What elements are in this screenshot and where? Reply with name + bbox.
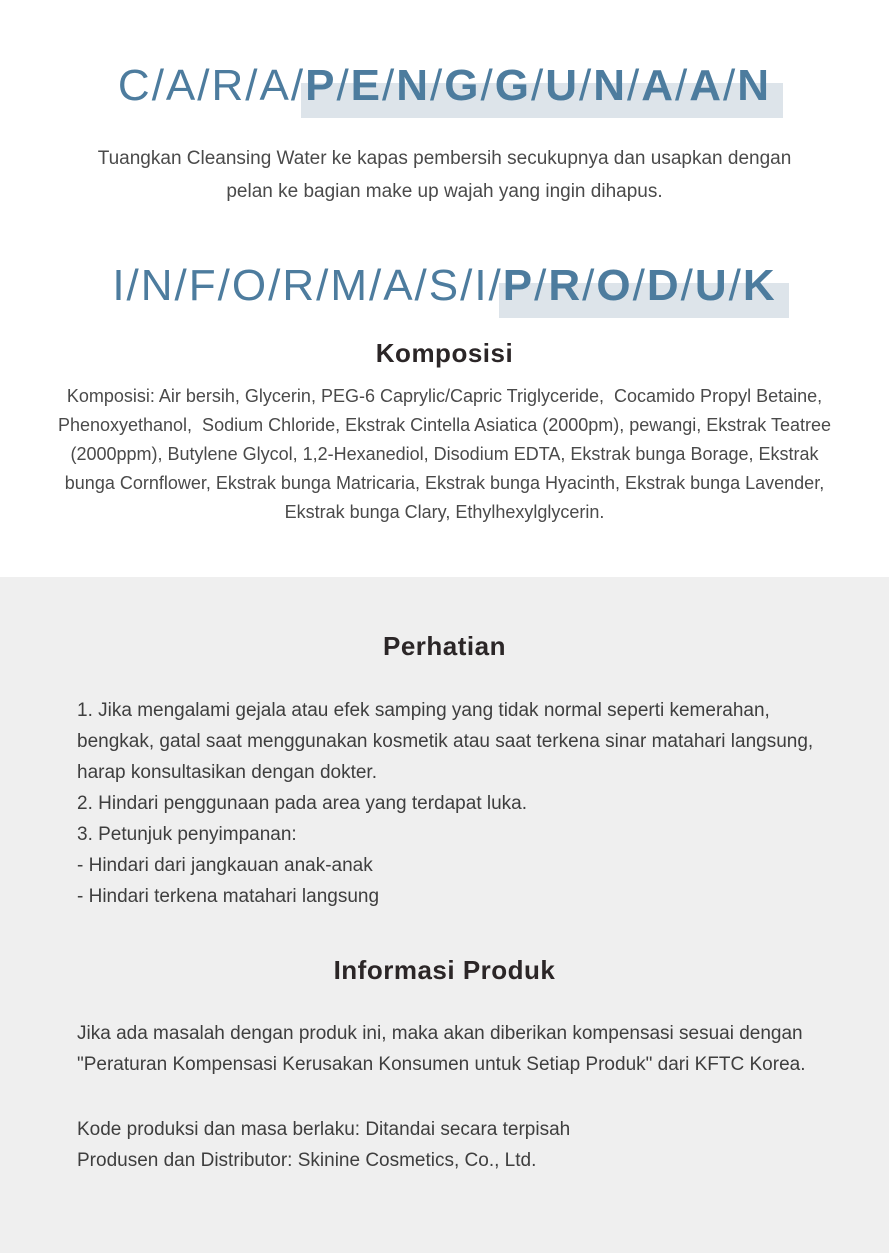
informasi-produk-title: Informasi Produk	[333, 955, 556, 985]
caution-item: 2. Hindari penggunaan pada area yang terdapat luka.	[77, 793, 528, 814]
cara-penggunaan-heading	[0, 0, 889, 108]
caution-item: 1. Jika mengalami gejala atau efek samping yang tidak normal seperti kemerahan, bengkak, gatal saat menggunakan kosmetik atau saat terkena sinar matahari langsung, harap konsultasikan dengan dokter.	[77, 700, 814, 783]
usage-instructions-text: Tuangkan Cleansing Water ke kapas pembersih secukupnya dan usapkan dengan pelan ke bagian make up wajah yang ingin dihapus.	[97, 148, 792, 202]
caution-item: 3. Petunjuk penyimpanan:	[77, 824, 297, 845]
caution-item: - Hindari terkena matahari langsung	[77, 886, 380, 907]
komposisi-ingredients-text: Komposisi: Air bersih, Glycerin, PEG-6 Caprylic/Capric Triglyceride, Cocamido Propyl Betaine, Phenoxyethanol, Sodium Chloride, Ekstrak Cintella Asiatica (2000pm), pewangi, Ekstrak Teatree (2000ppm), Butylene Glycol, 1,2-Hexanediol, Disodium EDTA, Ekstrak bunga Borage, Ekstrak bunga Cornflower, Ekstrak bunga Matricaria, Ekstrak bunga Hyacinth, Ekstrak bunga Lavender, Ekstrak bunga Clary, Ethylhexylglycerin.	[57, 386, 837, 522]
compensation-text: Jika ada masalah dengan produk ini, maka akan diberikan kompensasi sesuai dengan "Peraturan Kompensasi Kerusakan Konsumen untuk Setiap Produk" dari KFTC Korea.	[77, 1023, 806, 1075]
manufacturer-text: Produsen dan Distributor: Skinine Cosmetics, Co., Ltd.	[77, 1150, 537, 1171]
cara-penggunaan-heading-regular: C/A/R/A/	[117, 61, 306, 110]
caution-and-product-info-section	[0, 577, 889, 1253]
informasi-produk-heading-highlighted: P/R/O/D/U/K	[502, 261, 777, 310]
informasi-produk-heading	[0, 261, 889, 310]
production-details-block	[77, 1114, 837, 1176]
cara-penggunaan-heading-highlighted: P/E/N/G/G/U/N/A/A/N	[305, 61, 772, 110]
komposisi-title: Komposisi	[375, 338, 514, 368]
production-code-text: Kode produksi dan masa berlaku: Ditandai secara terpisah	[77, 1119, 571, 1140]
perhatian-title: Perhatian	[383, 631, 506, 661]
informasi-produk-heading-regular: I/N/F/O/R/M/A/S/I/	[112, 261, 503, 310]
caution-list	[77, 695, 819, 912]
caution-item: - Hindari dari jangkauan anak-anak	[77, 855, 373, 876]
usage-and-composition-section	[0, 0, 889, 577]
